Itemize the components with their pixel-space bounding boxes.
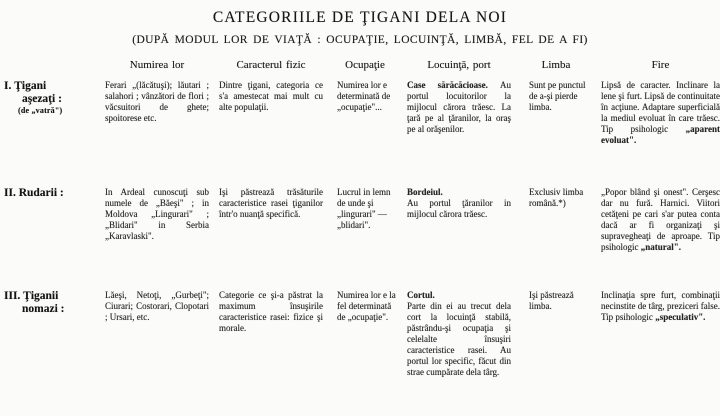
- cell-fire: Lipsă de caracter. Inclinare la lene şi furt. Lipsă de continuitate în acţiune. Adaptare superficială la mediul evoluat în care trăesc. Tip psihologic „aparent evoluat".: [601, 80, 720, 145]
- table-row-rudarii: [0, 187, 720, 290]
- document-title: CATEGORIILE DE ŢIGANI DELA NOI: [212, 9, 508, 26]
- table-row-tiganii-nomazi: [0, 290, 720, 378]
- table-row-tigani-asezati: [0, 80, 720, 187]
- cell-ocupatie: Lucrul in lemn de unde şi „lingurari" — „blidari".: [337, 187, 391, 230]
- row-label: I. Ţigani aşezaţi : (de „vatră"): [4, 80, 63, 116]
- column-header-fire: Fire: [651, 59, 670, 71]
- cell-locuinta-port: Cortul. Parte din ei au trecut dela cort la locuinţă stabilă, păstrându-şi ocupaţia şi celelalte însuşiri caracteristice rasei. Au portul lor specific, făcut din strae cumpărate dela târg.: [407, 290, 511, 377]
- cell-ocupatie: Numirea lor e la fel determinată de „ocupaţie".: [337, 290, 396, 322]
- cell-limba: Sunt pe punctul de a-şi pierde limba.: [529, 80, 586, 112]
- column-header-rowlabels: [0, 59, 95, 71]
- cell-limba: Işi păstrează limba.: [529, 290, 574, 311]
- column-header-caracterul-fizic: Caracterul fizic: [236, 59, 306, 71]
- cell-limba: Exclusiv limba română.*): [529, 187, 584, 208]
- cell-caracterul-fizic: Dintre ţigani, categoria ce s'a amestecat mai mult cu alte populaţii.: [219, 80, 323, 112]
- cell-locuinta-port: Case sărăcăcioase. Au portul locuitorilor la mijlocul cărora trăesc. La ţară pe al ţăranilor, la oraş pe al orăşenilor.: [407, 80, 511, 134]
- table-header-row: [0, 59, 720, 71]
- scanned-document-page: [0, 9, 720, 416]
- cell-numirea-lor: Lăeşi, Netoţi, „Gurbeţi"; Ciurari; Costorari, Clopotari ; Ursari, etc.: [105, 290, 209, 322]
- column-header-locuinta-port: Locuinţă, port: [427, 59, 491, 71]
- column-header-limba: Limba: [541, 59, 571, 71]
- cell-locuinta-port: Bordeiul. Au portul ţăranilor in mijlocul cărora trăesc.: [407, 187, 511, 219]
- cell-ocupatie: Numirea lor e determinată de „ocupaţie"...: [337, 80, 391, 112]
- cell-caracterul-fizic: Categorie ce şi-a păstrat la maximum însuşirile caracteristice rasei: fizice şi morale.: [219, 290, 323, 333]
- row-label: II. Rudarii :: [4, 187, 64, 199]
- cell-caracterul-fizic: Işi păstrează trăsăturile caracteristice rasei ţiganilor într'o nuanţă specifică.: [219, 187, 323, 219]
- column-header-numirea-lor: Numirea lor: [129, 59, 185, 71]
- cell-numirea-lor: In Ardeal cunoscuţi sub numele de „Băeşi" ; in Moldova „Lingurari" ; „Blidari" in Serbia „Karavlaski".: [105, 187, 209, 241]
- cell-fire: Inclinaţia spre furt, combinaţii necinstite de târg, preziceri false. Tip psihologic „speculativ".: [601, 290, 720, 322]
- cell-fire: „Popor blând şi onest". Cerşesc dar nu fură. Harnici. Viitori cetăţeni pe cari s'ar putea conta dacă ar fi organizaţi şi supravegheaţi de aproape. Tip psihologic „natural".: [601, 187, 720, 252]
- column-header-ocupatie: Ocupaţie: [345, 59, 385, 71]
- row-label: III. Ţiganii nomazi :: [4, 290, 65, 316]
- cell-numirea-lor: Ferari „(lăcătuşi); lăutari ; salahori ; vânzători de flori ; văcsuitori de ghete; spoitorese etc.: [105, 80, 209, 123]
- category-table: [0, 80, 720, 378]
- document-subtitle: (DUPĂ MODUL LOR DE VIAŢĂ : OCUPAŢIE, LOCUINŢĂ, LIMBĂ, FEL DE A FI): [132, 34, 588, 46]
